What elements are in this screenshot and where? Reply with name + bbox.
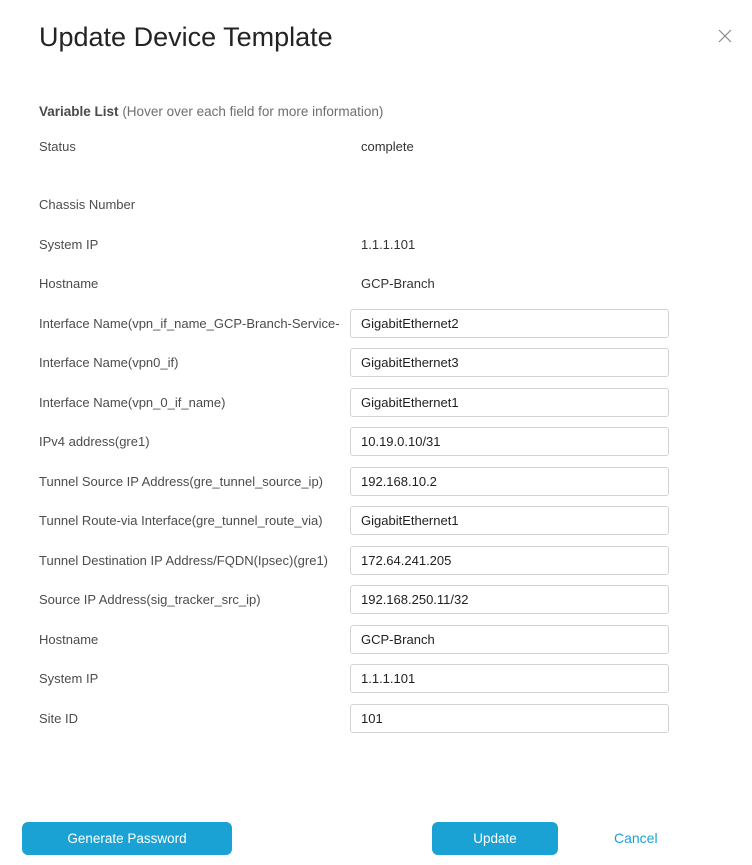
field-row (0, 264, 752, 304)
field-input[interactable] (350, 625, 669, 654)
field-label: System IP (39, 236, 99, 252)
field-input[interactable] (350, 388, 669, 417)
field-row (0, 422, 752, 462)
field-value: complete (361, 139, 414, 155)
close-x-glyph (716, 27, 734, 45)
field-input[interactable] (350, 506, 669, 535)
field-row (0, 462, 752, 502)
field-label: System IP (39, 671, 99, 687)
field-row (0, 501, 752, 541)
variable-list (0, 127, 752, 738)
field-value: 1.1.1.101 (361, 236, 416, 252)
field-label: Tunnel Destination IP Address/FQDN(Ipsec)(gre1) (39, 552, 329, 568)
field-input[interactable] (350, 585, 669, 614)
field-label: Interface Name(vpn0_if) (39, 355, 179, 371)
field-input[interactable] (350, 348, 669, 377)
field-input[interactable] (350, 427, 669, 456)
field-input[interactable] (350, 704, 669, 733)
field-label: Interface Name(vpn_if_name_GCP-Branch-Service- (39, 315, 340, 331)
cancel-link[interactable]: Cancel (614, 830, 658, 846)
field-label: Hostname (39, 631, 99, 647)
close-icon[interactable] (716, 27, 734, 45)
field-label: IPv4 address(gre1) (39, 434, 150, 450)
variable-list-header (39, 103, 752, 120)
field-label: Tunnel Source IP Address(gre_tunnel_source_ip) (39, 473, 324, 489)
generate-password-button[interactable]: Generate Password (22, 822, 232, 855)
dialog-title: Update Device Template (39, 22, 333, 52)
update-device-template-dialog (0, 22, 752, 865)
field-input[interactable] (350, 664, 669, 693)
field-row (0, 659, 752, 699)
field-label: Source IP Address(sig_tracker_src_ip) (39, 592, 261, 608)
field-input[interactable] (350, 309, 669, 338)
field-label: Tunnel Route-via Interface(gre_tunnel_route_via) (39, 513, 323, 529)
field-row (0, 127, 752, 167)
field-row (0, 383, 752, 423)
field-row (0, 699, 752, 739)
field-label: Hostname (39, 276, 99, 292)
field-row (0, 620, 752, 660)
field-label: Chassis Number (39, 197, 136, 213)
field-input[interactable] (350, 546, 669, 575)
field-label: Interface Name(vpn_0_if_name) (39, 394, 226, 410)
field-row (0, 343, 752, 383)
field-value: GCP-Branch (361, 276, 435, 292)
field-input[interactable] (350, 467, 669, 496)
field-label: Site ID (39, 710, 79, 726)
update-button[interactable]: Update (432, 822, 558, 855)
section-heading: Variable List (39, 104, 119, 119)
field-row (0, 541, 752, 581)
field-row (0, 580, 752, 620)
field-row (0, 304, 752, 344)
section-hint: (Hover over each field for more information) (122, 104, 384, 119)
field-row (0, 185, 752, 225)
field-label: Status (39, 139, 76, 155)
field-row (0, 225, 752, 265)
